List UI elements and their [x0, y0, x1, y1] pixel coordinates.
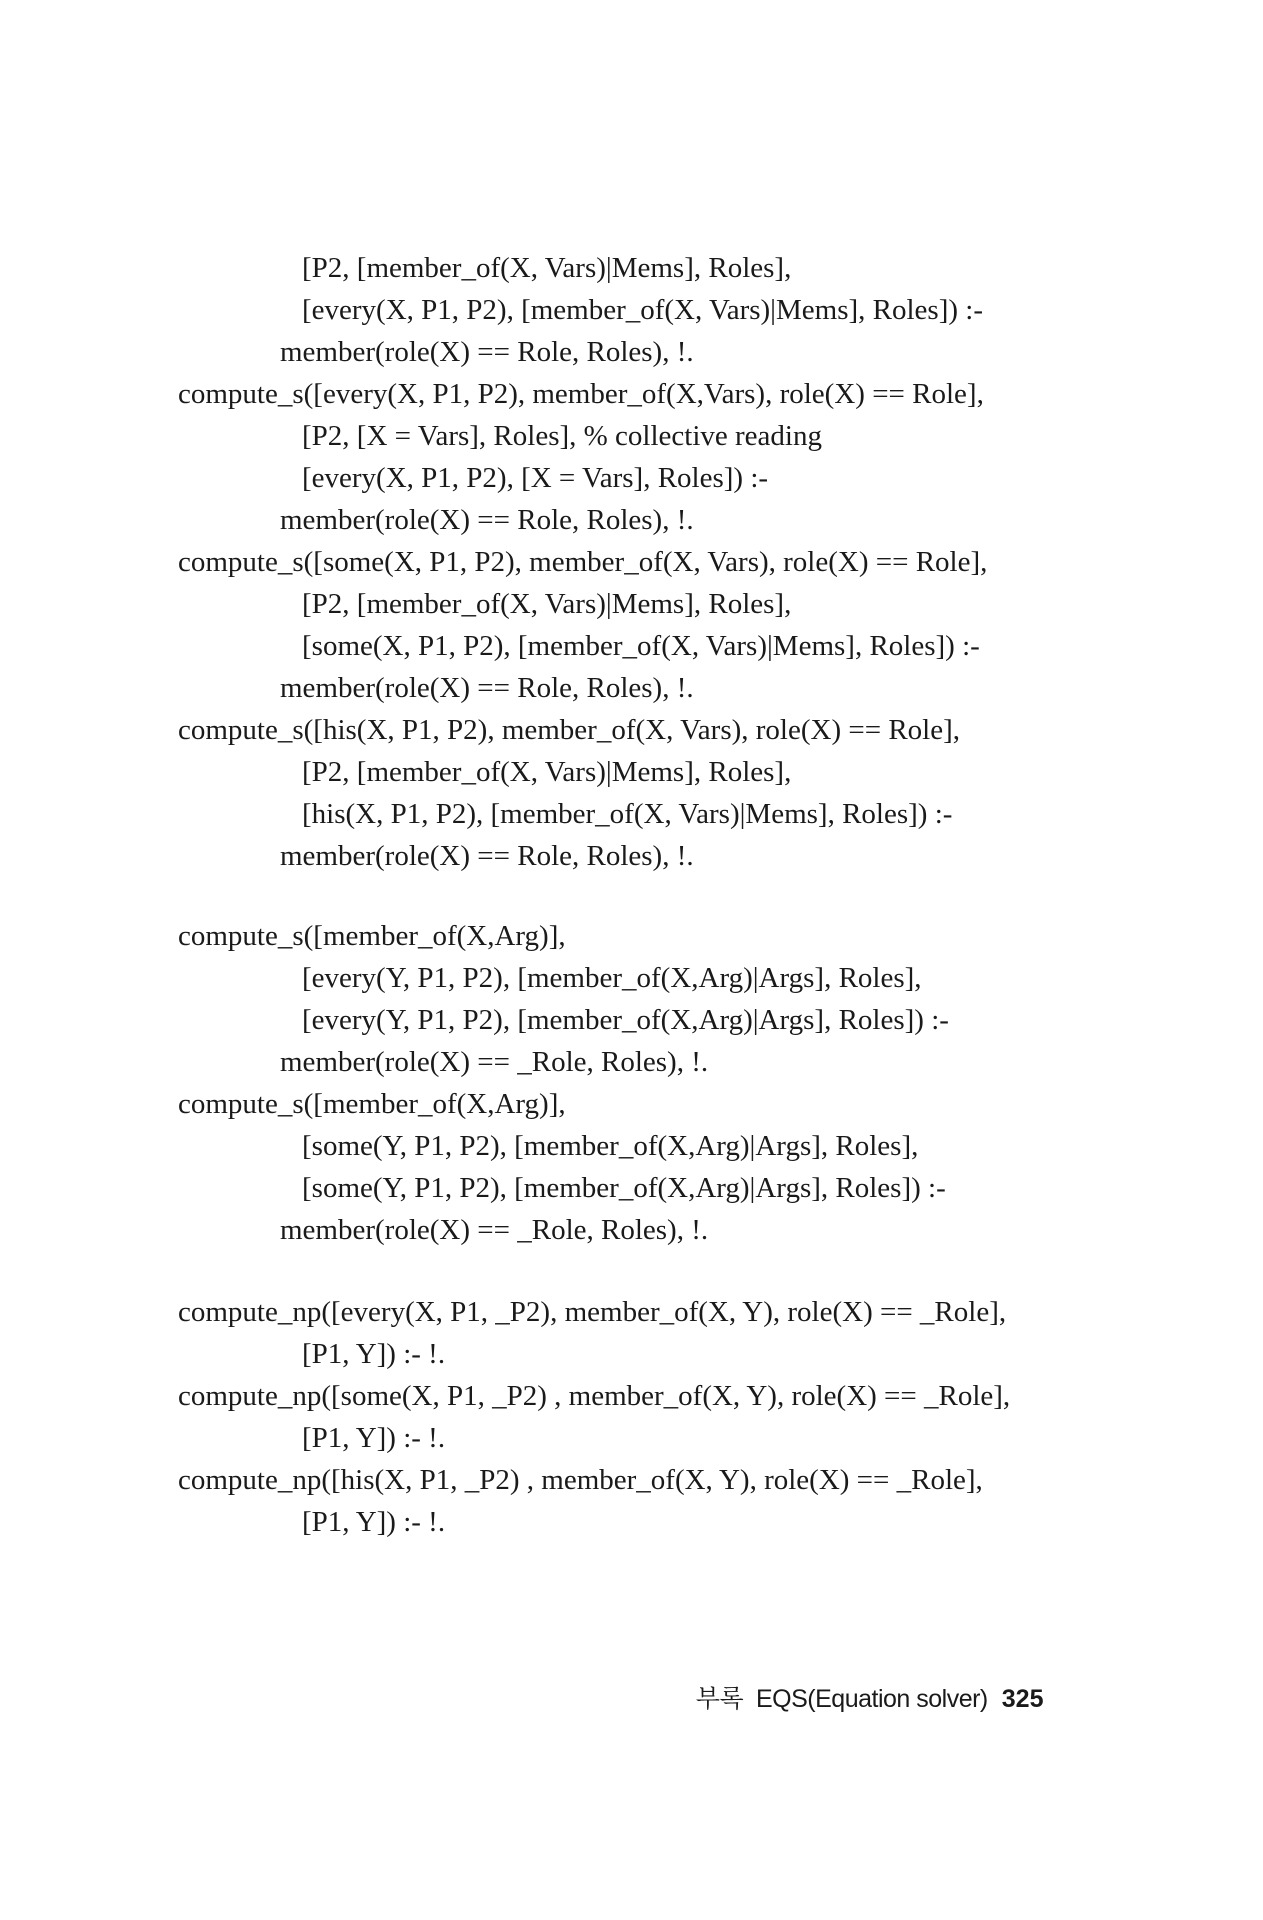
code-line: compute_s([every(X, P1, P2), member_of(X,Vars), role(X) == Role], [178, 378, 984, 410]
code-line: [P1, Y]) :- !. [302, 1506, 446, 1538]
code-line: [every(Y, P1, P2), [member_of(X,Arg)|Args], Roles], [302, 962, 922, 994]
code-line: compute_s([member_of(X,Arg)], [178, 1088, 566, 1120]
code-line: member(role(X) == Role, Roles), !. [280, 504, 694, 536]
code-line: compute_s([member_of(X,Arg)], [178, 920, 566, 952]
code-line: compute_s([his(X, P1, P2), member_of(X, Vars), role(X) == Role], [178, 714, 960, 746]
code-line: compute_np([his(X, P1, _P2) , member_of(X, Y), role(X) == _Role], [178, 1464, 983, 1496]
code-line: [his(X, P1, P2), [member_of(X, Vars)|Mems], Roles]) :- [302, 798, 953, 830]
code-line: compute_np([every(X, P1, _P2), member_of(X, Y), role(X) == _Role], [178, 1296, 1007, 1328]
code-line: [P1, Y]) :- !. [302, 1422, 446, 1454]
code-line: [P2, [member_of(X, Vars)|Mems], Roles], [302, 252, 792, 284]
page-footer [668, 1650, 1043, 1744]
code-line: member(role(X) == Role, Roles), !. [280, 336, 694, 368]
code-line: member(role(X) == _Role, Roles), !. [280, 1214, 709, 1246]
code-line: [every(X, P1, P2), [X = Vars], Roles]) :- [302, 462, 769, 494]
code-line: member(role(X) == Role, Roles), !. [280, 840, 694, 872]
running-footer-title: 부록 EQS(Equation solver) [695, 1685, 988, 1713]
code-line: [P1, Y]) :- !. [302, 1338, 446, 1370]
code-line: [some(Y, P1, P2), [member_of(X,Arg)|Args], Roles]) :- [302, 1172, 946, 1204]
code-line: member(role(X) == Role, Roles), !. [280, 672, 694, 704]
code-line: [P2, [member_of(X, Vars)|Mems], Roles], [302, 756, 792, 788]
page-number: 325 [1001, 1685, 1044, 1713]
code-line: [P2, [X = Vars], Roles], % collective reading [302, 420, 822, 452]
code-line: [every(Y, P1, P2), [member_of(X,Arg)|Args], Roles]) :- [302, 1004, 949, 1036]
code-line: [P2, [member_of(X, Vars)|Mems], Roles], [302, 588, 792, 620]
code-line: member(role(X) == _Role, Roles), !. [280, 1046, 709, 1078]
code-line: [every(X, P1, P2), [member_of(X, Vars)|Mems], Roles]) :- [302, 294, 983, 326]
code-line: [some(Y, P1, P2), [member_of(X,Arg)|Args], Roles], [302, 1130, 919, 1162]
code-line: compute_np([some(X, P1, _P2) , member_of(X, Y), role(X) == _Role], [178, 1380, 1011, 1412]
code-line: [some(X, P1, P2), [member_of(X, Vars)|Mems], Roles]) :- [302, 630, 980, 662]
code-line: compute_s([some(X, P1, P2), member_of(X, Vars), role(X) == Role], [178, 546, 988, 578]
